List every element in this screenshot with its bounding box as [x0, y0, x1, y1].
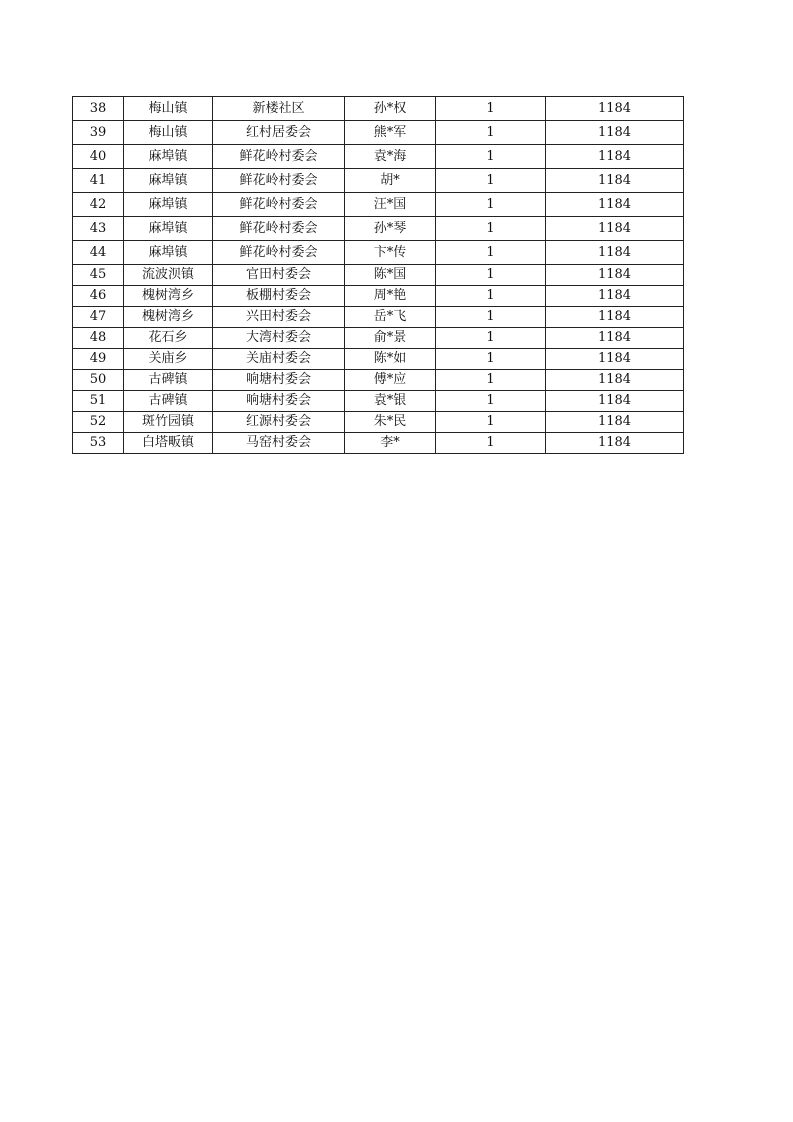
town-cell: 梅山镇 — [124, 121, 213, 145]
town-cell: 麻埠镇 — [124, 193, 213, 217]
town-cell: 花石乡 — [124, 328, 213, 349]
village-cell: 鲜花岭村委会 — [213, 169, 345, 193]
amount-cell: 1184 — [546, 286, 684, 307]
count-cell: 1 — [436, 217, 546, 241]
subsidy-table — [72, 96, 684, 454]
table-row — [73, 97, 684, 121]
name-cell: 袁*海 — [345, 145, 436, 169]
count-cell: 1 — [436, 286, 546, 307]
amount-cell: 1184 — [546, 193, 684, 217]
count-cell: 1 — [436, 241, 546, 265]
row-number-cell: 47 — [73, 307, 124, 328]
name-cell: 胡* — [345, 169, 436, 193]
village-cell: 新楼社区 — [213, 97, 345, 121]
village-cell: 鲜花岭村委会 — [213, 241, 345, 265]
amount-cell: 1184 — [546, 349, 684, 370]
count-cell: 1 — [436, 370, 546, 391]
village-cell: 兴田村委会 — [213, 307, 345, 328]
row-number-cell: 41 — [73, 169, 124, 193]
amount-cell: 1184 — [546, 412, 684, 433]
village-cell: 响塘村委会 — [213, 391, 345, 412]
amount-cell: 1184 — [546, 97, 684, 121]
village-cell: 马窑村委会 — [213, 433, 345, 454]
table-row — [73, 391, 684, 412]
table-row — [73, 286, 684, 307]
name-cell: 汪*国 — [345, 193, 436, 217]
row-number-cell: 53 — [73, 433, 124, 454]
name-cell: 袁*银 — [345, 391, 436, 412]
village-cell: 大湾村委会 — [213, 328, 345, 349]
row-number-cell: 50 — [73, 370, 124, 391]
name-cell: 卞*传 — [345, 241, 436, 265]
town-cell: 麻埠镇 — [124, 169, 213, 193]
amount-cell: 1184 — [546, 169, 684, 193]
amount-cell: 1184 — [546, 307, 684, 328]
town-cell: 麻埠镇 — [124, 241, 213, 265]
row-number-cell: 44 — [73, 241, 124, 265]
table-row — [73, 217, 684, 241]
amount-cell: 1184 — [546, 217, 684, 241]
amount-cell: 1184 — [546, 241, 684, 265]
village-cell: 关庙村委会 — [213, 349, 345, 370]
village-cell: 鲜花岭村委会 — [213, 193, 345, 217]
amount-cell: 1184 — [546, 328, 684, 349]
table-row — [73, 145, 684, 169]
count-cell: 1 — [436, 169, 546, 193]
table-row — [73, 169, 684, 193]
name-cell: 陈*国 — [345, 265, 436, 286]
row-number-cell: 39 — [73, 121, 124, 145]
row-number-cell: 52 — [73, 412, 124, 433]
row-number-cell: 43 — [73, 217, 124, 241]
amount-cell: 1184 — [546, 121, 684, 145]
amount-cell: 1184 — [546, 265, 684, 286]
table-row — [73, 241, 684, 265]
table-row — [73, 193, 684, 217]
village-cell: 红源村委会 — [213, 412, 345, 433]
count-cell: 1 — [436, 97, 546, 121]
town-cell: 流波𬇙镇 — [124, 265, 213, 286]
name-cell: 朱*民 — [345, 412, 436, 433]
village-cell: 鲜花岭村委会 — [213, 217, 345, 241]
table-row — [73, 265, 684, 286]
row-number-cell: 40 — [73, 145, 124, 169]
name-cell: 孙*权 — [345, 97, 436, 121]
row-number-cell: 38 — [73, 97, 124, 121]
table-row — [73, 328, 684, 349]
amount-cell: 1184 — [546, 145, 684, 169]
count-cell: 1 — [436, 265, 546, 286]
amount-cell: 1184 — [546, 391, 684, 412]
table-row — [73, 121, 684, 145]
town-cell: 槐树湾乡 — [124, 307, 213, 328]
village-cell: 板棚村委会 — [213, 286, 345, 307]
village-cell: 响塘村委会 — [213, 370, 345, 391]
table-row — [73, 433, 684, 454]
table-row — [73, 370, 684, 391]
name-cell: 李* — [345, 433, 436, 454]
row-number-cell: 49 — [73, 349, 124, 370]
town-cell: 斑竹园镇 — [124, 412, 213, 433]
count-cell: 1 — [436, 145, 546, 169]
amount-cell: 1184 — [546, 370, 684, 391]
name-cell: 傅*应 — [345, 370, 436, 391]
town-cell: 古碑镇 — [124, 370, 213, 391]
name-cell: 熊*军 — [345, 121, 436, 145]
town-cell: 白塔畈镇 — [124, 433, 213, 454]
name-cell: 陈*如 — [345, 349, 436, 370]
town-cell: 梅山镇 — [124, 97, 213, 121]
row-number-cell: 45 — [73, 265, 124, 286]
count-cell: 1 — [436, 121, 546, 145]
town-cell: 关庙乡 — [124, 349, 213, 370]
name-cell: 孙*琴 — [345, 217, 436, 241]
table-row — [73, 307, 684, 328]
row-number-cell: 46 — [73, 286, 124, 307]
table-body — [73, 97, 684, 454]
table-row — [73, 412, 684, 433]
table-row — [73, 349, 684, 370]
village-cell: 红村居委会 — [213, 121, 345, 145]
town-cell: 古碑镇 — [124, 391, 213, 412]
count-cell: 1 — [436, 349, 546, 370]
amount-cell: 1184 — [546, 433, 684, 454]
town-cell: 麻埠镇 — [124, 217, 213, 241]
name-cell: 俞*景 — [345, 328, 436, 349]
row-number-cell: 42 — [73, 193, 124, 217]
count-cell: 1 — [436, 328, 546, 349]
village-cell: 官田村委会 — [213, 265, 345, 286]
count-cell: 1 — [436, 412, 546, 433]
count-cell: 1 — [436, 307, 546, 328]
count-cell: 1 — [436, 433, 546, 454]
name-cell: 周*艳 — [345, 286, 436, 307]
count-cell: 1 — [436, 193, 546, 217]
village-cell: 鲜花岭村委会 — [213, 145, 345, 169]
town-cell: 槐树湾乡 — [124, 286, 213, 307]
row-number-cell: 51 — [73, 391, 124, 412]
town-cell: 麻埠镇 — [124, 145, 213, 169]
count-cell: 1 — [436, 391, 546, 412]
name-cell: 岳*飞 — [345, 307, 436, 328]
row-number-cell: 48 — [73, 328, 124, 349]
